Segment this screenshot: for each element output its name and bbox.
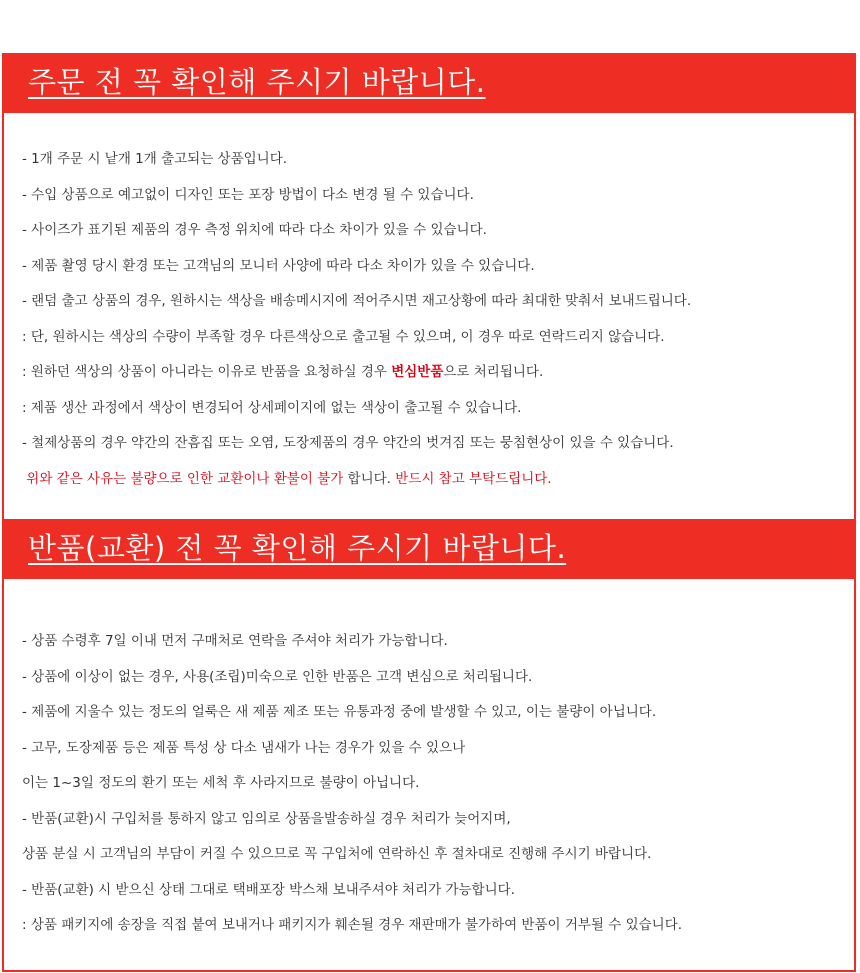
notice-line: - 상품 수령후 7일 이내 먼저 구매처로 연락을 주셔야 처리가 가능합니다. — [22, 633, 448, 649]
notice-line: - 1개 주문 시 낱개 1개 출고되는 상품입니다. — [22, 151, 288, 167]
notice-line: - 제품에 지울수 있는 정도의 얼룩은 새 제품 제조 또는 유통과정 중에 발생할 수 있고, 이는 불량이 아닙니다. — [22, 704, 657, 720]
notice-line: - 수입 상품으로 예고없이 디자인 또는 포장 방법이 다소 변경 될 수 있습니다. — [22, 186, 474, 203]
notice-line: - 사이즈가 표기된 제품의 경우 측정 위치에 따라 다소 차이가 있을 수 있습니다. — [22, 222, 487, 238]
notice-line: : 단, 원하시는 색상의 수량이 부족할 경우 다른색상으로 출고될 수 있으며, 이 경우 따로 연락드리지 않습니다. — [22, 328, 665, 345]
notice-line: 상품 분실 시 고객님의 부담이 커질 수 있으므로 꼭 구입처에 연락하신 후 절차대로 진행해 주시기 바랍니다. — [22, 846, 652, 862]
warning-emphasis: 반드시 참고 부탁드립니다. — [395, 470, 552, 487]
notice-line: - 반품(교환)시 구입처를 통하지 않고 임의로 상품을발송하실 경우 처리가 늦어지며, — [22, 810, 511, 827]
notice-line: - 반품(교환) 시 받으신 상태 그대로 택배포장 박스채 보내주셔야 처리가 가능합니다. — [22, 881, 515, 898]
order-notice-section — [2, 53, 856, 521]
notice-line: 이는 1~3일 정도의 환기 또는 세척 후 사라지므로 불량이 아닙니다. — [22, 775, 420, 791]
warning-line — [22, 469, 691, 505]
notice-line: - 고무, 도장제품 등은 제품 특성 상 다소 냄새가 나는 경우가 있을 수 있으나 — [22, 739, 466, 756]
notice-line: - 랜덤 출고 상품의 경우, 원하시는 색상을 배송메시지에 적어주시면 재고상황에 따라 최대한 맞춰서 보내드립니다. — [22, 293, 692, 309]
notice-line: : 제품 생산 과정에서 색상이 변경되어 상세페이지에 없는 색상이 출고될 수 있습니다. — [22, 399, 522, 416]
cropped-previous-section — [0, 0, 860, 50]
notice-line: - 철제상품의 경우 약간의 잔흠집 또는 오염, 도장제품의 경우 약간의 벗겨짐 또는 뭉침현상이 있을 수 있습니다. — [22, 435, 674, 451]
warning-mid-text: 합니다. — [343, 470, 396, 487]
return-notice-section — [2, 519, 856, 972]
change-of-mind-highlight: 변심반품 — [391, 364, 444, 380]
return-notice-list — [22, 631, 682, 951]
notice-line: - 제품 촬영 당시 환경 또는 고객님의 모니터 사양에 따라 다소 차이가 있을 수 있습니다. — [22, 257, 535, 274]
notice-line-highlighted — [22, 362, 691, 398]
notice-line-tail: 으로 처리됩니다. — [443, 364, 544, 380]
return-notice-title: 반품(교환) 전 꼭 확인해 주시기 바랍니다. — [28, 531, 567, 565]
notice-line: : 상품 패키지에 송장을 직접 붙여 보내거나 패키지가 훼손될 경우 재판매가 불가하여 반품이 거부될 수 있습니다. — [22, 917, 683, 933]
order-notice-list — [22, 149, 691, 504]
return-notice-banner — [4, 521, 854, 579]
notice-line-text: : 원하던 색상의 상품이 아니라는 이유로 반품을 요청하실 경우 — [22, 364, 392, 380]
warning-text: 위와 같은 사유는 불량으로 인한 교환이나 환불이 불가 — [26, 470, 344, 487]
order-notice-title: 주문 전 꼭 확인해 주시기 바랍니다. — [28, 65, 486, 99]
order-notice-banner — [4, 55, 854, 113]
notice-line: - 상품에 이상이 없는 경우, 사용(조립)미숙으로 인한 반품은 고객 변심으로 처리됩니다. — [22, 668, 533, 685]
